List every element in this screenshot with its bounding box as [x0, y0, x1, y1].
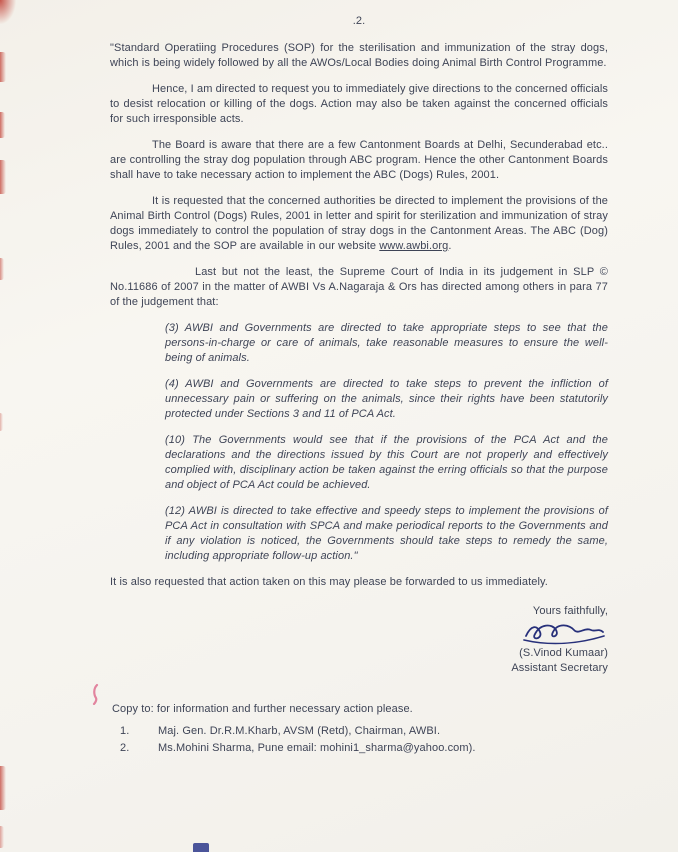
copy-to-item — [120, 741, 608, 756]
paragraph-text-end: . — [448, 240, 452, 252]
judgement-quote-10: (10) The Governments would see that if the provisions of the PCA Act and the declarations and the directions issued by this Court are not properly and effectively complied with, disciplinary action be taken against the erring officials so that the purpose and object of PCA Act could be achieved. — [165, 434, 608, 491]
copy-item-text: Maj. Gen. Dr.R.M.Kharb, AVSM (Retd), Chairman, AWBI. — [158, 725, 441, 737]
letter-body — [110, 14, 608, 758]
copy-to-item — [120, 724, 608, 739]
signatory-name: (S.Vinod Kumaar) — [519, 647, 608, 659]
paragraph-directions: Hence, I am directed to request you to immediately give directions to the concerned officials to desist relocation or killing of the dogs. Action may also be taken against the concerned officials for such irresponsible acts. — [110, 83, 608, 125]
scan-artifact — [0, 52, 6, 82]
paragraph-sop: "Standard Operatiing Procedures (SOP) for the sterilisation and immunization of the stray dogs, which is being widely followed by all the AWOs/Local Bodies doing Animal Birth Control Programme. — [110, 42, 608, 69]
paragraph-text: It is requested that the concerned authorities be directed to implement the provisions of the Animal Birth Control (Dogs) Rules, 2001 in letter and spirit for sterilization and immunization of stray dogs immediately to control the population of stray dogs in the Cantonment Areas. The ABC (Dog) Rules, 2001 and the SOP are available in our website — [110, 195, 608, 252]
paragraph-supreme-court: Last but not the least, the Supreme Court of India in its judgement in SLP © No.11686 of 2007 in the matter of AWBI Vs A.Nagaraja & Ors has directed among others in para 77 of the judgement that: — [110, 266, 608, 308]
scan-artifact — [0, 766, 6, 810]
scan-artifact — [0, 413, 3, 431]
signature-scribble — [110, 621, 606, 645]
pink-pen-mark — [90, 683, 102, 705]
scan-artifact-blue — [193, 843, 209, 852]
paragraph-abc-rules — [110, 194, 608, 254]
copy-to-line: Copy to: for information and further necessary action please. — [112, 703, 413, 715]
website-link: www.awbi.org — [379, 240, 449, 252]
copy-item-text: Ms.Mohini Sharma, Pune email: mohini1_sharma@yahoo.com). — [158, 742, 476, 754]
judgement-quote-12: (12) AWBI is directed to take effective and speedy steps to implement the provisions of PCA Act in consultation with SPCA and make periodical reports to the Governments and if any violation is noticed, the Governments should take steps to remedy the same, including appropriate follow-up action." — [165, 505, 608, 562]
copy-item-number: 1. — [120, 725, 130, 737]
closing-block — [110, 604, 608, 676]
page-number: .2. — [352, 15, 366, 27]
closing-salutation: Yours faithfully, — [532, 605, 608, 617]
copy-item-number: 2. — [120, 742, 130, 754]
judgement-quote-4: (4) AWBI and Governments are directed to take steps to prevent the infliction of unnecessary pain or suffering on the animals, since their rights have been statutorily protected under Sections 3 and 11 of PCA Act. — [165, 378, 608, 420]
scan-artifact — [0, 112, 5, 138]
scan-artifact — [0, 160, 6, 194]
scan-artifact — [0, 258, 4, 280]
scan-artifact — [0, 826, 4, 848]
paragraph-action-request: It is also requested that action taken on this may please be forwarded to us immediately. — [110, 576, 548, 588]
paragraph-cantonment-boards: The Board is aware that there are a few Cantonment Boards at Delhi, Secunderabad etc.. are controlling the stray dog population through ABC program. Hence the other Cantonment Boards shall have to take necessary action to implement the ABC (Dogs) Rules, 2001. — [110, 139, 608, 181]
judgement-quote-3: (3) AWBI and Governments are directed to take appropriate steps to see that the persons-in-charge or care of animals, take reasonable measures to ensure the well-being of animals. — [165, 322, 608, 364]
scan-artifact-corner — [0, 0, 16, 24]
signatory-title: Assistant Secretary — [511, 662, 608, 674]
